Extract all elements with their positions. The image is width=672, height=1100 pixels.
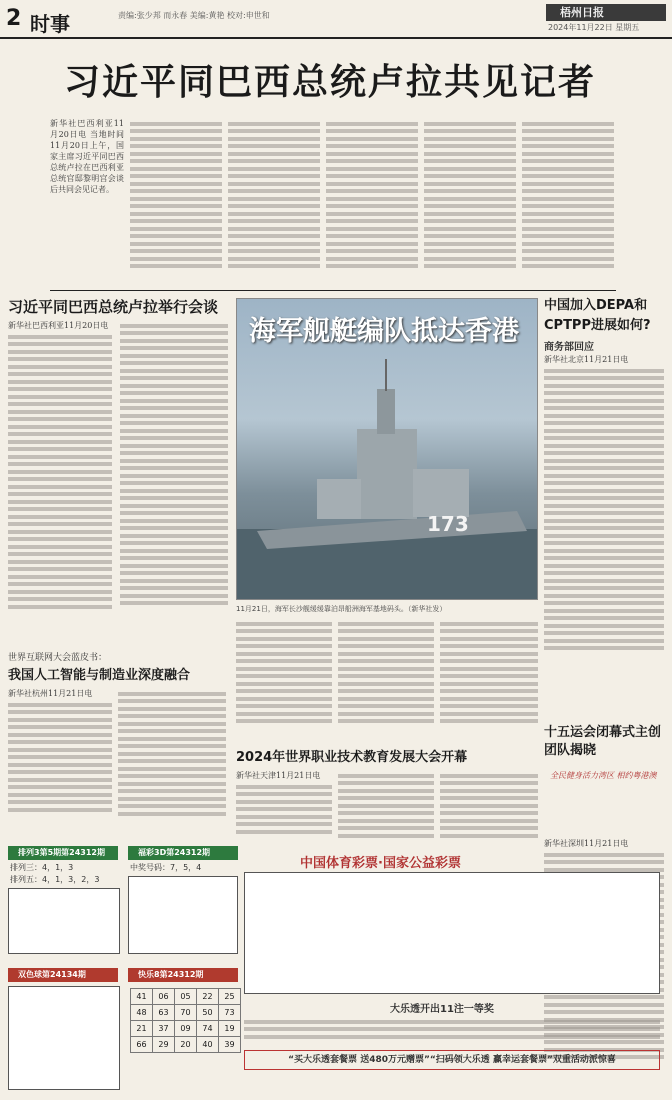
depa-subhead: 商务部回应 (544, 342, 594, 353)
fc3d-tag: 福彩3D第24312期 (128, 846, 238, 860)
kl8-number: 20 (175, 1037, 197, 1053)
story2-column-2 (120, 320, 228, 642)
story2-lede: 新华社巴西利亚11月20日电 (8, 321, 109, 330)
kl8-number: 73 (219, 1005, 241, 1021)
digital-kicker: 世界互联网大会蓝皮书： (8, 653, 108, 663)
page-header (0, 0, 672, 38)
news-photo (236, 298, 538, 600)
kl8-number: 39 (219, 1037, 241, 1053)
kl8-number: 22 (197, 989, 219, 1005)
vocational-lede: 新华社天津11月21日电 (236, 771, 321, 780)
fc3d-numbers: 中奖号码：7，5，4 (130, 863, 202, 872)
plenum-headline: 十五运会闭幕式主创团队揭晓 (544, 725, 662, 758)
plenum-tagline: 全民健身活力湾区 相约粤港澳 (550, 771, 657, 780)
kl8-tag: 快乐8第24312期 (128, 968, 238, 982)
lead-rule (50, 290, 616, 291)
dlt-draw-body (244, 1016, 660, 1046)
kl8-number: 74 (197, 1021, 219, 1037)
hk-column-2 (338, 618, 434, 738)
lead-column-6 (522, 118, 614, 290)
kl8-number: 41 (131, 989, 153, 1005)
fc3d-prize-table (128, 876, 238, 954)
hull-number: 173 (427, 512, 469, 536)
kl8-number: 21 (131, 1021, 153, 1037)
kl8-number: 37 (153, 1021, 175, 1037)
depa-body (544, 354, 664, 686)
editors-line: 责编:张少邦 而永春 美编:黄艳 校对:申世和 (118, 11, 270, 20)
kl8-number: 40 (197, 1037, 219, 1053)
header-rule (0, 37, 672, 39)
pl3-tag: 排列3第5期第24312期 (8, 846, 118, 860)
digital-lede: 新华社杭州11月21日电 (8, 689, 93, 698)
vocational-headline: 2024年世界职业技术教育发展大会开幕 (236, 750, 468, 765)
hk-column-1 (236, 618, 332, 738)
warship-illustration (237, 299, 538, 600)
ssq-prize-table (8, 986, 120, 1090)
lead-lede: 新华社巴西利亚11月20日电 当地时间11月20日上午，国家主席习近平同巴西总统卢拉在巴西利亚总统官邸黎明宫会谈后共同会见记者。 (50, 119, 124, 194)
kl8-number: 25 (219, 989, 241, 1005)
lead-headline: 习近平同巴西总统卢拉共见记者 (63, 61, 596, 103)
lead-column-2 (130, 118, 222, 290)
photo-headline: 海军舰艇编队抵达香港 (249, 316, 519, 347)
plenum-lede: 新华社深圳11月21日电 (544, 839, 629, 848)
digital-column-2 (118, 688, 226, 832)
story2-column-1 (8, 320, 112, 642)
kl8-number: 48 (131, 1005, 153, 1021)
hk-column-3 (440, 618, 538, 738)
lottery-promo-banner: “买大乐透套餐票 送480万元赠票”“扫码领大乐透 赢幸运套餐票”双重活动派惊喜 (244, 1050, 660, 1070)
kl8-number: 29 (153, 1037, 175, 1053)
lead-column-4 (326, 118, 418, 290)
issue-date: 2024年11月22日 星期五 (548, 23, 640, 32)
vocational-column-3 (440, 770, 538, 848)
lottery-banner: 中国体育彩票·国家公益彩票 (300, 856, 461, 871)
kl8-number: 09 (175, 1021, 197, 1037)
vocational-column-2 (338, 770, 434, 848)
lead-column-3 (228, 118, 320, 290)
section-title: 时事 (30, 12, 70, 36)
depa-lede: 新华社北京11月21日电 (544, 355, 629, 364)
pl3-prize-table (8, 888, 120, 954)
kl8-number: 63 (153, 1005, 175, 1021)
vocational-column-1 (236, 770, 332, 848)
kl8-number-grid (130, 988, 241, 1053)
newspaper-logo: 梧州日报 (546, 4, 666, 21)
pl3-numbers: 排列三：4，1，3 (10, 863, 74, 872)
ssq-tag: 双色球第24134期 (8, 968, 118, 982)
photo-caption: 11月21日，海军长沙舰缓缓靠泊昂船洲海军基地码头。（新华社发） (236, 605, 447, 613)
kl8-number: 50 (197, 1005, 219, 1021)
story2-headline: 习近平同巴西总统卢拉举行会谈 (8, 298, 219, 316)
digital-headline: 我国人工智能与制造业深度融合 (8, 668, 191, 683)
lead-column-5 (424, 118, 516, 290)
depa-headline: 中国加入DEPA和CPTPP进展如何? (544, 298, 651, 333)
dlt-results-table (244, 872, 660, 994)
lead-column-1 (50, 118, 124, 290)
digital-column-1 (8, 688, 112, 832)
page-number: 2 (6, 6, 22, 31)
kl8-number: 66 (131, 1037, 153, 1053)
kl8-number: 19 (219, 1021, 241, 1037)
kl8-number: 70 (175, 1005, 197, 1021)
kl8-number: 05 (175, 989, 197, 1005)
pl5-numbers: 排列五：4，1，3，2，3 (10, 875, 100, 884)
kl8-number: 06 (153, 989, 175, 1005)
dlt-draw-title: 大乐透开出11注一等奖 (390, 1004, 494, 1015)
